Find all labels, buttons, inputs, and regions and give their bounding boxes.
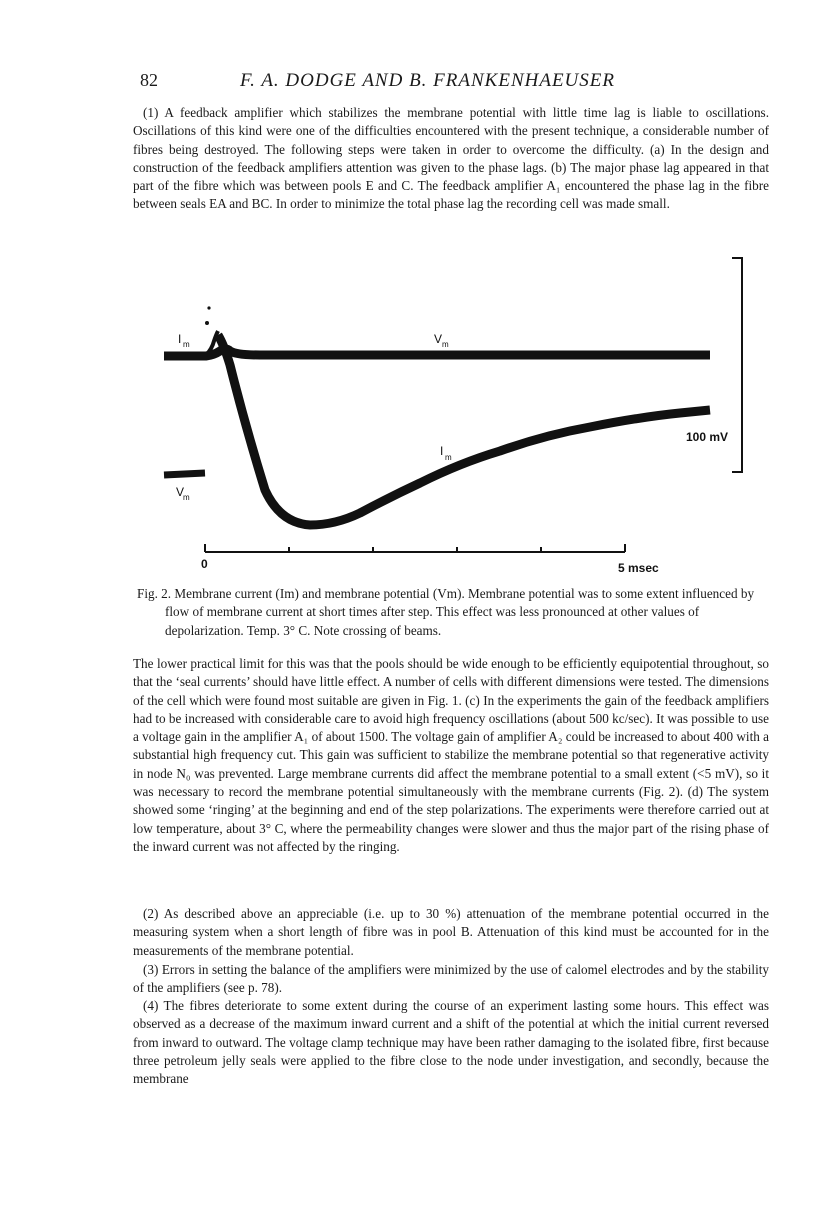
page-header <box>140 70 770 96</box>
page-number: 82 <box>140 70 158 90</box>
paragraph-5: (4) The fibres deteriorate to some extent during the course of an experiment lasting some hours. This effect was observed as a decrease of the maximum inward current and a shift of the potential at which the initial current reversed from inward to outward. The voltage clamp technique may have been rather damaging to the isolated fibre, first because three petroleum jelly seals were applied to the fibre close to the node under investigation, and secondly, because the membrane <box>133 998 769 1087</box>
im-trace <box>218 335 710 525</box>
paragraph-2: The lower practical limit for this was that the pools should be wide enough to be efficiently equipotential throughout, so that the ‘seal currents’ should have little effect. A number of cells with different dimensions were tested. The dimensions of the cell which were found most suitable are given in Fig. 1. (c) In the experiments the gain of the feedback amplifiers had to be increased with considerable care to avoid high frequency oscillations (about 500 kc/sec). It was possible to use a voltage gain in the amplifier A₁ of about 1500. The voltage gain of amplifier A₂ could be increased to about 400 with a substantial high frequency cut. This gain was sufficient to stabilize the membrane potential so that regenerative activity in node N₀ was prevented. Large membrane currents did affect the membrane potential to a small extent (<5 mV), so it was necessary to record the membrane potential simultaneously with the membrane currents (Fig. 2). (d) The system showed some ‘ringing’ at the beginning and end of the step polarizations. The experiments were therefore carried out at low temperature, about 3° C, where the permeability changes were slower and thus the major part of the rising phase of the inward current was not affected by the ringing. <box>133 656 769 854</box>
label-im-left-sub: m <box>183 340 190 349</box>
figure-caption-body <box>137 585 769 640</box>
time-start-label: 0 <box>201 557 208 571</box>
label-vm-left-sub: m <box>183 493 190 502</box>
label-vm-left: V <box>176 485 185 499</box>
figure-caption-text: Membrane current (Im) and membrane potential (Vm). Membrane potential was to some extent influenced by flow of membrane current at short times after step. This effect was less pronounced at other values of depolarization. Temp. 3° C. Note crossing of beams. <box>165 586 755 638</box>
voltage-scale-label: 100 mV <box>686 430 729 444</box>
label-im-left: I <box>178 332 182 346</box>
label-vm-top: V <box>434 332 443 346</box>
figure-2-plot <box>150 255 760 575</box>
figure-2 <box>150 255 760 575</box>
vm-baseline-segment <box>164 473 205 475</box>
time-scale <box>205 544 625 552</box>
figure-caption <box>137 585 769 640</box>
vm-trace <box>164 349 710 356</box>
paragraph-1: (1) A feedback amplifier which stabilizes the membrane potential with little time lag is liable to oscillations. Oscillations of this kind were one of the difficulties encountered with the present technique, a considerable number of fibres being destroyed. The following steps were taken in order to overcome the difficulty. (a) In the design and construction of the feedback amplifiers attention was given to the phase lags. (b) The major phase lag appeared in that part of the fibre which was between pools E and C. The feedback amplifier A₁ encountered the phase lag in the fibre between seals EA and BC. In order to minimize the total phase lag the recording cell was made small. <box>133 105 769 212</box>
label-im-curve-sub: m <box>445 453 452 462</box>
paragraph-3: (2) As described above an appreciable (i.e. up to 30 %) attenuation of the membrane potential occurred in the measuring system when a short length of fibre was in pool B. Attenuation of this kind must be accounted for in the measurements of the membrane potential. <box>133 906 769 958</box>
label-im-curve: I <box>440 444 444 458</box>
figure-caption-label: Fig. 2. <box>137 586 172 601</box>
trace-dot-1 <box>207 306 210 309</box>
time-end-label: 5 msec <box>618 561 659 575</box>
voltage-scale-bracket <box>732 258 742 472</box>
paragraph-4: (3) Errors in setting the balance of the amplifiers were minimized by the use of calomel electrodes and by the stability of the amplifiers (see p. 78). <box>133 962 769 996</box>
trace-dot-2 <box>205 321 209 325</box>
running-head: F. A. DODGE AND B. FRANKENHAEUSER <box>240 70 615 91</box>
label-vm-top-sub: m <box>442 340 449 349</box>
